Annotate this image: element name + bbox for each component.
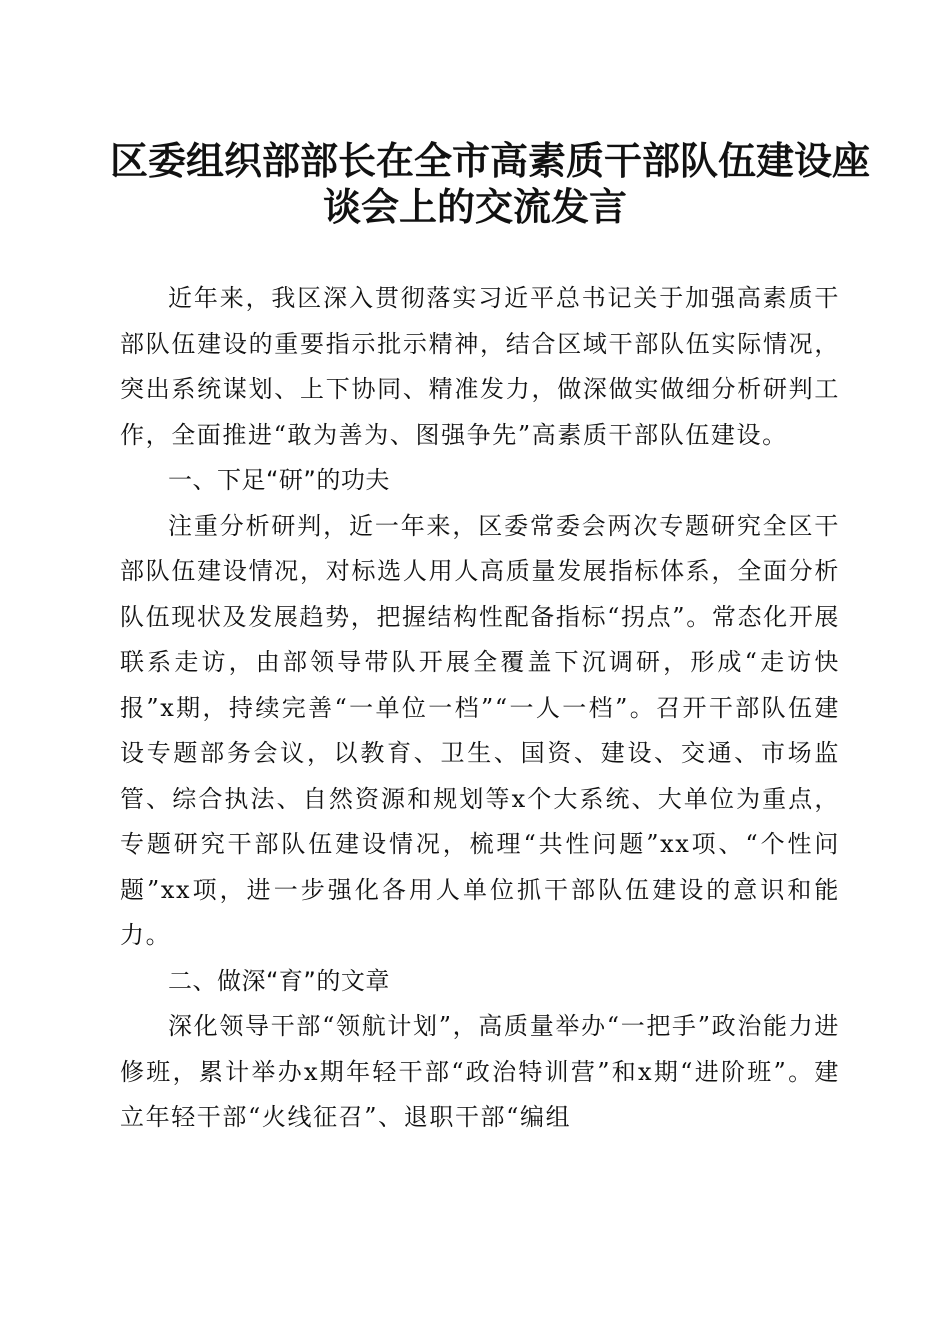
document-title-line2: 谈会上的交流发言 [322,184,627,229]
document-body [120,276,840,1141]
section1-paragraph: 注重分析研判，近一年来，区委常委会两次专题研究全区干部队伍建设情况，对标选人用人高质量发展指标体系，全面分析队伍现状及发展趋势，把握结构性配备指标“拐点”。常态化开展联系走访，由部领导带队开展全覆盖下沉调研，形成“走访快报”x期，持续完善“一单位一档”“一人一档”。召开干部队伍建设专题部务会议，以教育、卫生、国资、建设、交通、市场监管、综合执法、自然资源和规划等x个大系统、大单位为重点，专题研究干部队伍建设情况，梳理“共性问题”xx项、“个性问题”xx项，进一步强化各用人单位抓干部队伍建设的意识和能力。 [120,511,840,949]
section2-paragraph: 深化领导干部“领航计划”，高质量举办“一把手”政治能力进修班，累计举办x期年轻干部“政治特训营”和x期“进阶班”。建立年轻干部“火线征召”、退职干部“编组 [120,1012,840,1131]
intro-paragraph: 近年来，我区深入贯彻落实习近平总书记关于加强高素质干部队伍建设的重要指示批示精神，结合区域干部队伍实际情况，突出系统谋划、上下协同、精准发力，做深做实做细分析研判工作，全面推进“敢为善为、图强争先”高素质干部队伍建设。 [120,284,840,449]
document-title-line1: 区委组织部部长在全市高素质干部队伍建设座 [110,138,871,183]
section1-heading: 一、下足“研”的功夫 [168,466,390,494]
section2-heading: 二、做深“育”的文章 [168,966,390,995]
